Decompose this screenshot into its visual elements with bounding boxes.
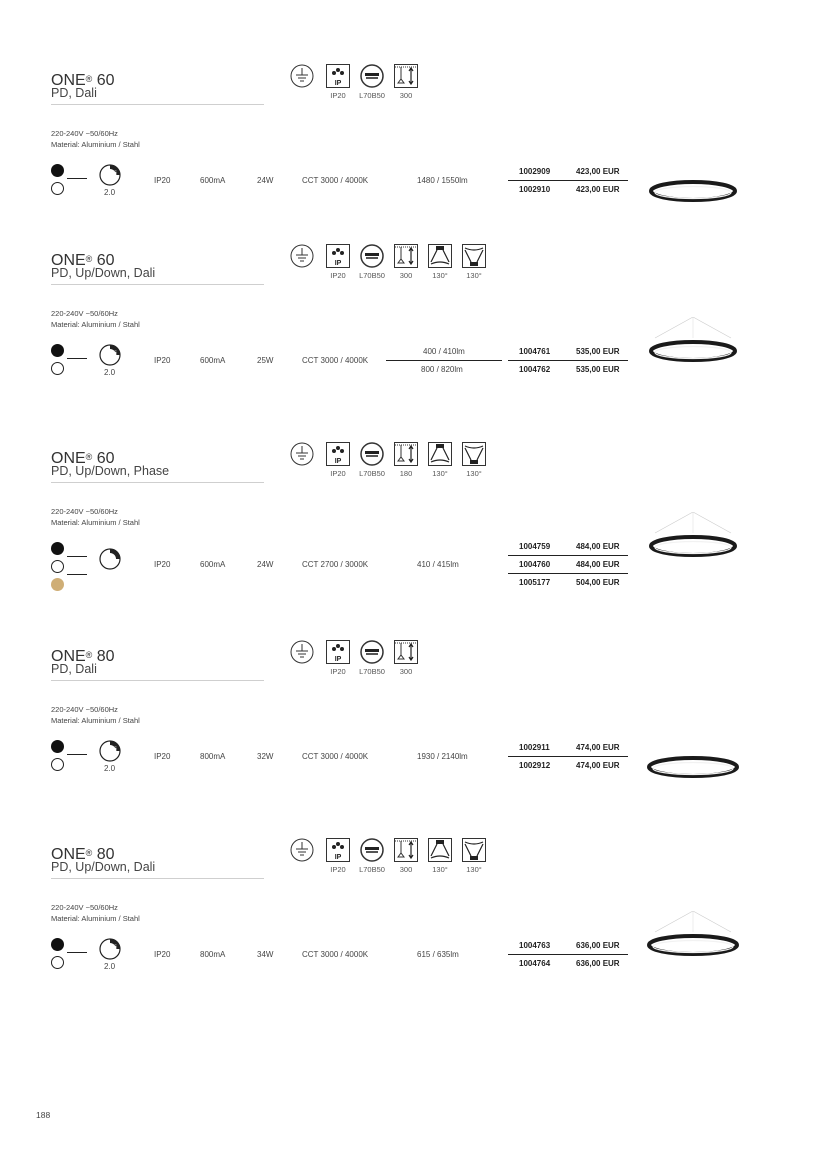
pendant-length-icon <box>394 838 418 862</box>
ip-rating: IP20 <box>154 560 171 569</box>
price: 484,00 EUR <box>576 560 620 569</box>
material-spec: Material: Aluminium / Stahl <box>51 518 140 527</box>
color-swatch-black <box>51 938 64 951</box>
lumen-output: 1930 / 2140lm <box>417 752 468 761</box>
hours-icon <box>360 244 384 268</box>
lumen-output: 1480 / 1550lm <box>417 176 468 185</box>
lumen-output: 400 / 410lm <box>423 347 465 356</box>
beam-down-icon <box>428 244 452 268</box>
dimmer-version: 2.0 <box>104 368 116 377</box>
icon-label: 130° <box>466 865 482 874</box>
article-divider <box>508 555 628 556</box>
spec-text <box>51 308 140 330</box>
icon-label: 130° <box>432 271 448 280</box>
ip-icon <box>326 64 350 88</box>
dimmer-version: 2.0 <box>104 188 116 197</box>
ip-icon <box>326 244 350 268</box>
current: 600mA <box>200 560 226 569</box>
color-swatch-gold <box>51 578 64 591</box>
pendant-length-icon <box>394 442 418 466</box>
article-number: 1004763 <box>519 941 551 950</box>
lumen-output: 410 / 415lm <box>417 560 459 569</box>
dimmer-label: Dali <box>104 747 117 754</box>
article-divider <box>508 954 628 955</box>
power: 34W <box>257 950 274 959</box>
icon-label: 130° <box>432 865 448 874</box>
ip-icon <box>326 838 350 862</box>
icon-label: 130° <box>466 271 482 280</box>
svg-text:IP: IP <box>334 854 342 861</box>
color-swatch-white <box>51 560 64 573</box>
cct: CCT 2700 / 3000K <box>302 560 369 569</box>
title-divider <box>51 482 264 483</box>
product-title: ONE® 80 <box>51 846 115 863</box>
product-subtitle: PD, Up/Down, Phase <box>51 464 170 478</box>
material-spec: Material: Aluminium / Stahl <box>51 716 140 725</box>
cct: CCT 3000 / 4000K <box>302 752 369 761</box>
icon-label: IP20 <box>330 667 346 676</box>
article-number: 1002910 <box>519 185 551 194</box>
color-swatch-white <box>51 758 64 771</box>
article-divider <box>508 756 628 757</box>
price: 423,00 EUR <box>576 167 620 176</box>
ip-rating: IP20 <box>154 752 171 761</box>
product-subtitle: PD, Dali <box>51 86 97 100</box>
color-swatch-black <box>51 740 64 753</box>
power: 24W <box>257 560 274 569</box>
article-divider <box>508 180 628 181</box>
article-number: 1002912 <box>519 761 551 770</box>
voltage-spec: 220-240V ~50/60Hz <box>51 507 118 516</box>
product-subtitle: PD, Up/Down, Dali <box>51 266 156 280</box>
cct: CCT 3000 / 4000K <box>302 950 369 959</box>
product-image <box>645 911 741 971</box>
lumen-divider <box>386 360 502 361</box>
ip-rating: IP20 <box>154 356 171 365</box>
price: 504,00 EUR <box>576 578 620 587</box>
hours-icon <box>360 838 384 862</box>
product-section <box>0 846 819 1044</box>
icon-label: 300 <box>399 91 413 100</box>
svg-text:IP: IP <box>334 80 342 87</box>
icon-label: IP20 <box>330 865 346 874</box>
icon-label: L70B50 <box>359 91 385 100</box>
color-swatch-black <box>51 164 64 177</box>
product-title: ONE® 60 <box>51 450 115 467</box>
product-image <box>645 512 741 572</box>
hours-icon <box>360 64 384 88</box>
ip-rating: IP20 <box>154 176 171 185</box>
product-title: ONE® 80 <box>51 648 115 665</box>
beam-up-icon <box>462 838 486 862</box>
earth-icon <box>290 838 314 862</box>
ip-rating: IP20 <box>154 950 171 959</box>
icon-label: 300 <box>399 865 413 874</box>
dimmer-version: 2.0 <box>104 764 116 773</box>
icon-label: IP20 <box>330 469 346 478</box>
voltage-spec: 220-240V ~50/60Hz <box>51 903 118 912</box>
product-subtitle: PD, Up/Down, Dali <box>51 860 156 874</box>
product-title: ONE® 60 <box>51 72 115 89</box>
current: 800mA <box>200 752 226 761</box>
spec-text <box>51 902 140 924</box>
title-divider <box>51 680 264 681</box>
product-title: ONE® 60 <box>51 252 115 269</box>
price: 636,00 EUR <box>576 941 620 950</box>
pendant-length-icon <box>394 640 418 664</box>
icon-label: L70B50 <box>359 667 385 676</box>
ip-icon <box>326 442 350 466</box>
earth-icon <box>290 244 314 268</box>
power: 25W <box>257 356 274 365</box>
article-number: 1004759 <box>519 542 551 551</box>
swatch-divider <box>67 178 87 179</box>
voltage-spec: 220-240V ~50/60Hz <box>51 309 118 318</box>
color-swatch-black <box>51 542 64 555</box>
pendant-length-icon <box>394 244 418 268</box>
article-number: 1002911 <box>519 743 550 752</box>
beam-up-icon <box>462 442 486 466</box>
icon-label: 180 <box>399 469 413 478</box>
swatch-divider <box>67 952 87 953</box>
swatch-divider <box>67 754 87 755</box>
color-swatch-white <box>51 956 64 969</box>
lumen-output: 800 / 820lm <box>421 365 463 374</box>
swatch-divider <box>67 574 87 575</box>
icon-label: L70B50 <box>359 469 385 478</box>
price: 535,00 EUR <box>576 347 620 356</box>
product-section <box>0 648 819 846</box>
product-section <box>0 450 819 648</box>
power: 24W <box>257 176 274 185</box>
voltage-spec: 220-240V ~50/60Hz <box>51 129 118 138</box>
icon-label: IP20 <box>330 271 346 280</box>
icon-label: 130° <box>432 469 448 478</box>
price: 474,00 EUR <box>576 743 620 752</box>
dimmer-version: 2.0 <box>104 962 116 971</box>
voltage-spec: 220-240V ~50/60Hz <box>51 705 118 714</box>
beam-down-icon <box>428 838 452 862</box>
product-subtitle: PD, Dali <box>51 662 97 676</box>
price: 484,00 EUR <box>576 542 620 551</box>
article-divider <box>508 360 628 361</box>
current: 600mA <box>200 176 226 185</box>
color-swatch-black <box>51 344 64 357</box>
material-spec: Material: Aluminium / Stahl <box>51 320 140 329</box>
title-divider <box>51 284 264 285</box>
material-spec: Material: Aluminium / Stahl <box>51 914 140 923</box>
cct: CCT 3000 / 4000K <box>302 356 369 365</box>
dimmer-label: Dali <box>104 351 117 358</box>
icon-label: 130° <box>466 469 482 478</box>
swatch-divider <box>67 556 87 557</box>
article-number: 1005177 <box>519 578 551 587</box>
material-spec: Material: Aluminium / Stahl <box>51 140 140 149</box>
product-section <box>0 72 819 270</box>
price: 535,00 EUR <box>576 365 620 374</box>
svg-text:IP: IP <box>334 260 342 267</box>
earth-icon <box>290 640 314 664</box>
ip-icon <box>326 640 350 664</box>
article-number: 1002909 <box>519 167 551 176</box>
beam-down-icon <box>428 442 452 466</box>
product-image <box>645 157 741 217</box>
current: 600mA <box>200 356 226 365</box>
beam-up-icon <box>462 244 486 268</box>
dimmer-label: C <box>107 555 113 562</box>
earth-icon <box>290 442 314 466</box>
product-section <box>0 252 819 450</box>
title-divider <box>51 104 264 105</box>
spec-text <box>51 128 140 150</box>
hours-icon <box>360 640 384 664</box>
earth-icon <box>290 64 314 88</box>
price: 423,00 EUR <box>576 185 620 194</box>
price: 636,00 EUR <box>576 959 620 968</box>
hours-icon <box>360 442 384 466</box>
article-number: 1004760 <box>519 560 551 569</box>
color-swatch-white <box>51 182 64 195</box>
page-number: 188 <box>36 1110 51 1120</box>
dimmer-label: Dali <box>104 945 117 952</box>
current: 800mA <box>200 950 226 959</box>
spec-text <box>51 506 140 528</box>
title-divider <box>51 878 264 879</box>
dimmer-label: Dali <box>104 171 117 178</box>
article-number: 1004762 <box>519 365 551 374</box>
spec-text <box>51 704 140 726</box>
article-divider <box>508 573 628 574</box>
pendant-length-icon <box>394 64 418 88</box>
cct: CCT 3000 / 4000K <box>302 176 369 185</box>
color-swatch-white <box>51 362 64 375</box>
product-image <box>645 733 741 793</box>
svg-text:IP: IP <box>334 458 342 465</box>
swatch-divider <box>67 358 87 359</box>
icon-label: 300 <box>399 667 413 676</box>
icon-label: L70B50 <box>359 865 385 874</box>
article-number: 1004761 <box>519 347 551 356</box>
icon-label: 300 <box>399 271 413 280</box>
svg-text:IP: IP <box>334 656 342 663</box>
icon-label: IP20 <box>330 91 346 100</box>
power: 32W <box>257 752 274 761</box>
price: 474,00 EUR <box>576 761 620 770</box>
lumen-output: 615 / 635lm <box>417 950 459 959</box>
article-number: 1004764 <box>519 959 551 968</box>
icon-label: L70B50 <box>359 271 385 280</box>
product-image <box>645 317 741 377</box>
